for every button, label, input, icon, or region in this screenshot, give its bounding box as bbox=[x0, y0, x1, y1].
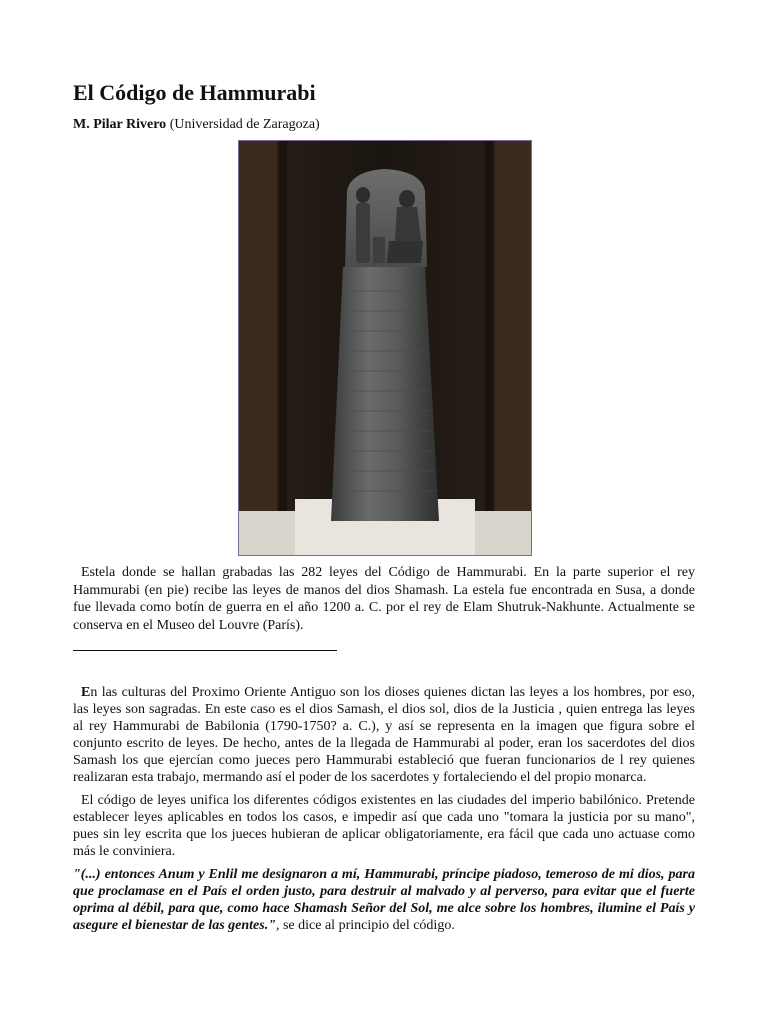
stele-illustration bbox=[239, 141, 531, 555]
stele-of-hammurabi-image bbox=[238, 140, 532, 556]
code-quote: "(...) entonces Anum y Enlil me designaron a mí, Hammurabi, príncipe piadoso, temeroso de mi dios, para que proclamase en el País el orden justo, para destruir al malvado y al perverso, para evitar que el fuerte oprima al débil, para que, como hace Shamash Señor del Sol, me alce sobre los hombres, ilumine el País y asegure el bienestar de las gentes." bbox=[73, 867, 695, 933]
article-title: El Código de Hammurabi bbox=[73, 80, 316, 105]
byline bbox=[73, 116, 695, 134]
paragraph-1 bbox=[73, 684, 695, 786]
paragraph-1-text: n las culturas del Proximo Oriente Antiguo son los dioses quienes dictan las leyes a los hombres, por eso, las leyes son sagradas. En este caso es el dios Samash, el dios sol, dios de la Justicia , quien entrega las leyes al rey Hammurabi de Babilonia (1790-1750? a. C.), y así se representa en la imagen que figura sobre el conjunto escrito de leyes. De hecho, antes de la llegada de Hammurabi al poder, eran los sacerdotes del dios Samash los que ejercían como jueces pero Hammurabi estableció que fueran funcionarios de l rey quienes realizaran esta trabajo, mermando así el poder de los sacerdotes y fortaleciendo el del propio monarca. bbox=[73, 685, 695, 785]
author-name: M. Pilar Rivero bbox=[73, 117, 167, 132]
code-quote-tail: , se dice al principio del código. bbox=[275, 918, 455, 933]
figure-caption: Estela donde se hallan grabadas las 282 leyes del Código de Hammurabi. En la parte superior el rey Hammurabi (en pie) recibe las leyes de manos del dios Shamash. La estela fue encontrada en Susa, a donde fue llevada como botín de guerra en el año 1200 a. C. por el rey de Elam Shutruk-Nakhunte. Actualmente se conserva en el Museo del Louvre (París). bbox=[73, 565, 695, 633]
author-affiliation: (Universidad de Zaragoza) bbox=[166, 117, 320, 132]
code-quote-paragraph bbox=[73, 866, 695, 934]
paragraph-1-initial: E bbox=[81, 685, 91, 700]
document-page bbox=[73, 80, 695, 933]
section-divider bbox=[73, 650, 337, 651]
article-body bbox=[73, 684, 695, 940]
paragraph-2: El código de leyes unifica los diferentes códigos existentes en las ciudades del imperio babilónico. Pretende establecer leyes aplicables en todos los casos, e impedir así que cada uno "tomara la justicia por su mano", pues sin ley escrita que los jueces hubieran de aplicar obligatoriamente, era fácil que cada uno actuase como más le conviniera. bbox=[73, 793, 695, 859]
